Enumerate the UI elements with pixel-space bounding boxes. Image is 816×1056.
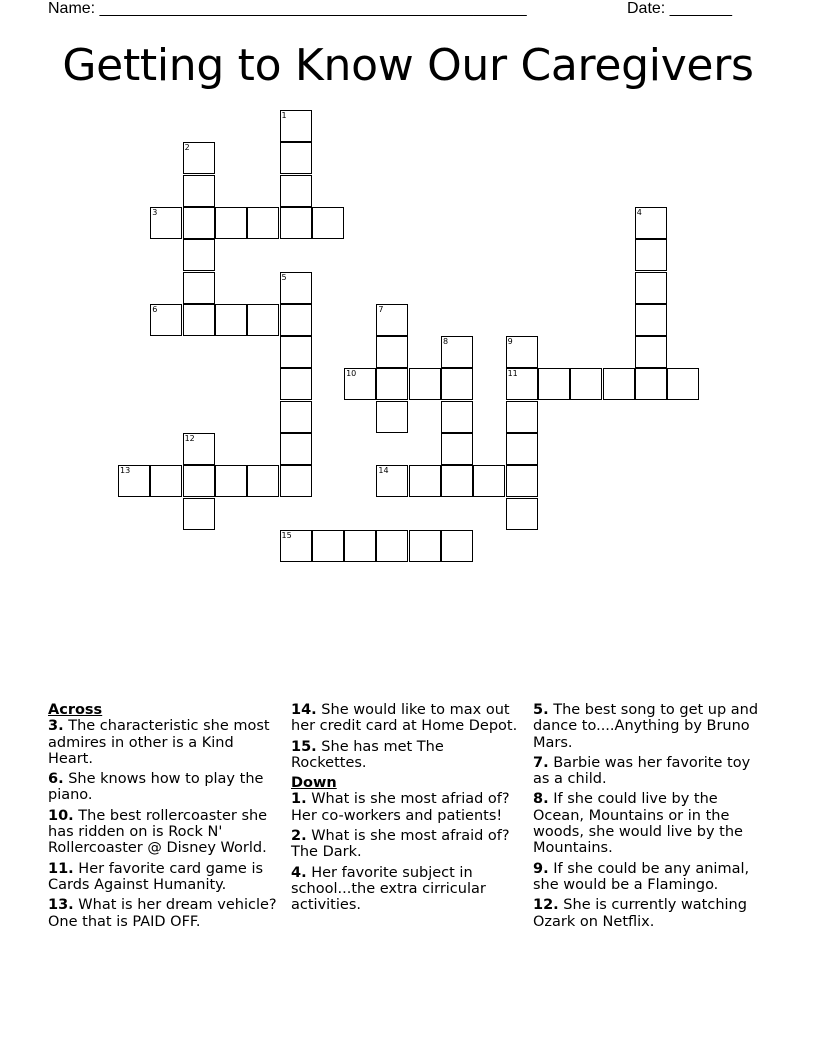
- grid-cell[interactable]: [215, 304, 247, 336]
- clue-number: 3: [152, 207, 158, 217]
- clue-number-label: 5.: [533, 702, 549, 718]
- clue-text: If she could be any animal, she would be a Flamingo.: [533, 860, 750, 893]
- grid-cell[interactable]: [570, 368, 602, 400]
- clue-number-label: 7.: [533, 754, 549, 771]
- clue: [291, 702, 523, 735]
- grid-cell[interactable]: [312, 530, 344, 562]
- clue: [48, 808, 280, 857]
- grid-cell[interactable]: [506, 368, 538, 400]
- grid-cell[interactable]: [280, 465, 312, 497]
- clue-number: 15: [281, 530, 292, 540]
- clue-number-label: 13.: [48, 897, 74, 914]
- grid-cell[interactable]: [183, 465, 215, 497]
- clue: [291, 865, 523, 914]
- clue: [533, 755, 765, 788]
- clue-number: 7: [378, 304, 384, 314]
- grid-cell[interactable]: [538, 368, 570, 400]
- grid-cell[interactable]: [473, 465, 505, 497]
- clue: [533, 791, 765, 856]
- grid-cell[interactable]: [280, 336, 312, 368]
- grid-cell[interactable]: [312, 207, 344, 239]
- clue-number: 11: [507, 369, 518, 379]
- grid-cell[interactable]: [183, 272, 215, 304]
- grid-cell[interactable]: [376, 530, 408, 562]
- grid-cell[interactable]: [441, 401, 473, 433]
- clue-text: What is her dream vehicle? One that is PAID OFF.: [48, 897, 277, 930]
- grid-cell[interactable]: [183, 239, 215, 271]
- grid-cell[interactable]: [635, 207, 667, 239]
- grid-cell[interactable]: [150, 207, 182, 239]
- clue-text: Barbie was her favorite toy as a child.: [533, 754, 751, 788]
- clue-number-label: 11.: [48, 860, 74, 877]
- grid-cell[interactable]: [280, 110, 312, 142]
- clue-text: She knows how to play the piano.: [48, 771, 264, 804]
- grid-cell[interactable]: [441, 433, 473, 465]
- clue-text: She is currently watching Ozark on Netflix.: [533, 897, 747, 930]
- clue-number-label: 10.: [48, 807, 74, 824]
- clue-number: 14: [378, 466, 389, 476]
- grid-cell[interactable]: [280, 368, 312, 400]
- grid-cell[interactable]: [441, 465, 473, 497]
- grid-cell[interactable]: [603, 368, 635, 400]
- grid-cell[interactable]: [506, 401, 538, 433]
- grid-cell[interactable]: [409, 465, 441, 497]
- grid-cell[interactable]: [280, 304, 312, 336]
- clue: [48, 718, 280, 767]
- clue-number-label: 12.: [533, 897, 559, 914]
- clue-text: She has met The Rockettes.: [291, 738, 444, 771]
- name-line: ________________________________________________: [99, 0, 527, 17]
- clue-text: What is she most afraid of? The Dark.: [291, 828, 510, 861]
- clue: [48, 771, 280, 804]
- grid-cell[interactable]: [635, 239, 667, 271]
- clue-text: Her favorite card game is Cards Against Humanity.: [48, 860, 264, 893]
- grid-cell[interactable]: [344, 368, 376, 400]
- clue: [291, 739, 523, 772]
- grid-cell[interactable]: [183, 142, 215, 174]
- grid-cell[interactable]: [280, 401, 312, 433]
- grid-cell[interactable]: [150, 304, 182, 336]
- clue-number-label: 15.: [291, 738, 317, 755]
- clue-number: 5: [281, 272, 287, 282]
- grid-cell[interactable]: [280, 207, 312, 239]
- grid-cell[interactable]: [183, 433, 215, 465]
- grid-cell[interactable]: [215, 465, 247, 497]
- clue-number: 13: [120, 466, 131, 476]
- clue-number-label: 14.: [291, 702, 317, 718]
- date-label: Date:: [627, 0, 666, 17]
- grid-cell[interactable]: [441, 336, 473, 368]
- grid-cell[interactable]: [280, 530, 312, 562]
- clue-number-label: 2.: [291, 828, 307, 845]
- grid-cell[interactable]: [376, 304, 408, 336]
- grid-cell[interactable]: [280, 433, 312, 465]
- grid-cell[interactable]: [409, 368, 441, 400]
- grid-cell[interactable]: [150, 465, 182, 497]
- grid-cell[interactable]: [215, 207, 247, 239]
- grid-cell[interactable]: [183, 175, 215, 207]
- clue-text: The best song to get up and dance to....Anything by Bruno Mars.: [533, 702, 759, 751]
- clue-number: 1: [281, 111, 287, 120]
- clue: [48, 861, 280, 894]
- grid-cell[interactable]: [635, 336, 667, 368]
- grid-cell[interactable]: [506, 498, 538, 530]
- grid-cell[interactable]: [118, 465, 150, 497]
- grid-cell[interactable]: [247, 304, 279, 336]
- grid-cell[interactable]: [247, 207, 279, 239]
- clue: [533, 897, 765, 930]
- clue-text: If she could live by the Ocean, Mountains or in the woods, she would live by the Mountains.: [533, 791, 743, 857]
- grid-cell[interactable]: [506, 433, 538, 465]
- clue-number: 10: [346, 369, 357, 379]
- date-line: _______: [669, 0, 732, 17]
- grid-cell[interactable]: [667, 368, 699, 400]
- clues-column-2: [291, 702, 523, 918]
- grid-cell[interactable]: [376, 336, 408, 368]
- clue-number-label: 4.: [291, 864, 307, 881]
- clue-number-label: 3.: [48, 718, 64, 735]
- clue-text: The best rollercoaster she has ridden on is Rock N' Rollercoaster @ Disney World.: [48, 807, 268, 857]
- grid-cell[interactable]: [635, 368, 667, 400]
- grid-cell[interactable]: [247, 465, 279, 497]
- grid-cell[interactable]: [280, 175, 312, 207]
- grid-cell[interactable]: [506, 465, 538, 497]
- grid-cell[interactable]: [635, 304, 667, 336]
- grid-cell[interactable]: [441, 530, 473, 562]
- grid-cell[interactable]: [635, 272, 667, 304]
- clue-text: The characteristic she most admires in other is a Kind Heart.: [48, 718, 270, 767]
- clue-text: What is she most afriad of? Her co-workers and patients!: [291, 791, 510, 824]
- clue-text: Her favorite subject in school...the extra cirricular activities.: [291, 864, 486, 914]
- clue-number-label: 8.: [533, 791, 549, 808]
- grid-cell[interactable]: [409, 530, 441, 562]
- grid-cell[interactable]: [506, 336, 538, 368]
- clue-number: 6: [152, 304, 158, 314]
- name-label: Name:: [48, 0, 96, 17]
- clue-number-label: 9.: [533, 860, 549, 877]
- page-title: Getting to Know Our Caregivers: [62, 40, 754, 91]
- grid-cell[interactable]: [183, 498, 215, 530]
- grid-cell[interactable]: [441, 368, 473, 400]
- clues-column-1: [48, 702, 280, 934]
- clue-number-label: 1.: [291, 791, 307, 808]
- grid-cell[interactable]: [376, 368, 408, 400]
- grid-cell[interactable]: [183, 207, 215, 239]
- clue: [291, 828, 523, 861]
- clue-number-label: 6.: [48, 771, 64, 788]
- clue-number: 8: [443, 337, 449, 347]
- across-heading: Across: [48, 702, 103, 718]
- grid-cell[interactable]: [376, 465, 408, 497]
- clue: [291, 791, 523, 824]
- clue: [533, 861, 765, 894]
- down-heading: Down: [291, 775, 337, 792]
- clue-number: 4: [636, 207, 642, 217]
- grid-cell[interactable]: [183, 304, 215, 336]
- grid-cell[interactable]: [280, 142, 312, 174]
- grid-cell[interactable]: [376, 401, 408, 433]
- clue-number: 2: [184, 143, 190, 153]
- clue-number: 9: [507, 337, 513, 347]
- clue: [48, 897, 280, 930]
- clue: [533, 702, 765, 751]
- grid-cell[interactable]: [280, 272, 312, 304]
- grid-cell[interactable]: [344, 530, 376, 562]
- clue-text: She would like to max out her credit card at Home Depot.: [291, 702, 518, 735]
- clue-number: 12: [184, 434, 195, 443]
- clues-column-3: [533, 702, 765, 934]
